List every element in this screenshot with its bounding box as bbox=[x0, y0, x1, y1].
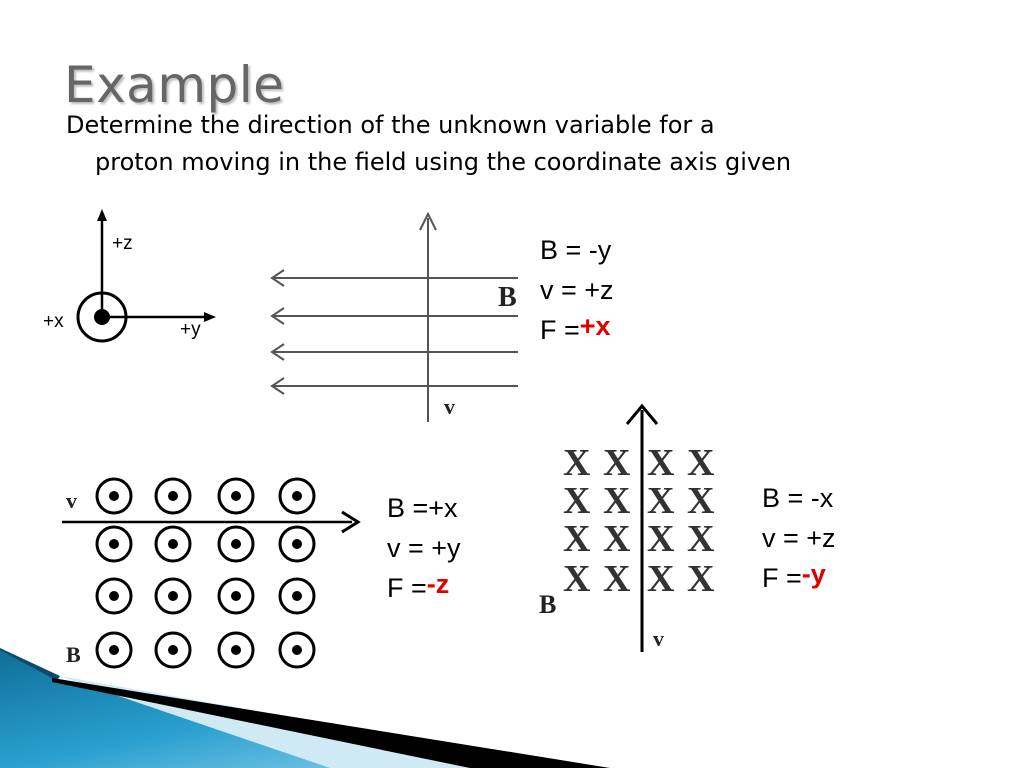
field-in-cross: X bbox=[603, 442, 631, 484]
field-in-cross: X bbox=[647, 518, 675, 560]
problem1-equations bbox=[540, 230, 614, 350]
field-out-dot bbox=[109, 591, 119, 601]
field-out-dot bbox=[292, 491, 302, 501]
field-in-cross: X bbox=[687, 480, 715, 522]
problem3-equations bbox=[762, 478, 836, 598]
problem2-B-label: B bbox=[66, 642, 81, 667]
problem2-v: v = +y bbox=[387, 533, 461, 563]
problem2-equations bbox=[387, 488, 461, 608]
field-out-dot bbox=[292, 591, 302, 601]
problem1-F-label: F = bbox=[540, 315, 580, 345]
field-out-dot bbox=[168, 591, 178, 601]
coordinate-axis bbox=[40, 205, 240, 355]
problem3-figure bbox=[535, 400, 735, 655]
problem2-answer: -z bbox=[426, 569, 450, 599]
axis-label-x: +x bbox=[43, 311, 64, 332]
problem2-F-label: F = bbox=[387, 573, 427, 603]
axis-label-z: +z bbox=[112, 233, 133, 254]
field-out-dot bbox=[109, 539, 119, 549]
problem2-v-label: v bbox=[66, 488, 77, 513]
field-out-dot bbox=[292, 539, 302, 549]
problem3-answer: -y bbox=[801, 559, 826, 589]
problem1-v: v = +z bbox=[540, 275, 614, 305]
field-out-dot bbox=[168, 491, 178, 501]
instruction-line-1: Determine the direction of the unknown variable for a bbox=[66, 111, 715, 139]
problem3-v-label: v bbox=[653, 626, 664, 651]
field-out-dot bbox=[231, 591, 241, 601]
problem1-field-diagram bbox=[232, 190, 528, 430]
problem3-B: B = -x bbox=[762, 483, 834, 513]
axis-label-y: +y bbox=[180, 319, 201, 340]
instruction-line-2: proton moving in the field using the coordinate axis given bbox=[95, 148, 792, 176]
problem1-B-label: B bbox=[498, 282, 517, 313]
field-out-dot bbox=[231, 539, 241, 549]
field-in-cross: X bbox=[687, 442, 715, 484]
field-in-cross: X bbox=[563, 480, 591, 522]
decorative-ribbon bbox=[0, 620, 1024, 768]
field-in-cross: X bbox=[603, 480, 631, 522]
field-in-cross: X bbox=[687, 558, 715, 600]
field-in-cross: X bbox=[563, 518, 591, 560]
problem3-F bbox=[762, 558, 836, 598]
field-in-cross: X bbox=[687, 518, 715, 560]
axis-diagram bbox=[40, 205, 240, 355]
problem2-B: B =+x bbox=[387, 493, 458, 523]
field-in-cross: X bbox=[647, 442, 675, 484]
problem3-v: v = +z bbox=[762, 523, 836, 553]
field-in-cross: X bbox=[603, 518, 631, 560]
problem3-B-label: B bbox=[539, 590, 557, 619]
problem1-figure bbox=[232, 190, 528, 430]
field-in-cross: X bbox=[563, 558, 591, 600]
problem1-answer: +x bbox=[579, 311, 611, 341]
problem3-F-label: F = bbox=[762, 563, 802, 593]
field-out-dot bbox=[168, 539, 178, 549]
field-in-cross: X bbox=[647, 480, 675, 522]
field-in-cross: X bbox=[647, 558, 675, 600]
field-out-dot bbox=[109, 491, 119, 501]
problem2-F bbox=[387, 568, 461, 608]
problem1-F bbox=[540, 310, 614, 350]
problem1-B: B = -y bbox=[540, 235, 612, 265]
field-in-cross: X bbox=[603, 558, 631, 600]
field-out-dot bbox=[231, 491, 241, 501]
field-in-cross: X bbox=[563, 442, 591, 484]
problem1-v-label: v bbox=[444, 394, 455, 419]
slide-title: Example bbox=[64, 56, 285, 114]
